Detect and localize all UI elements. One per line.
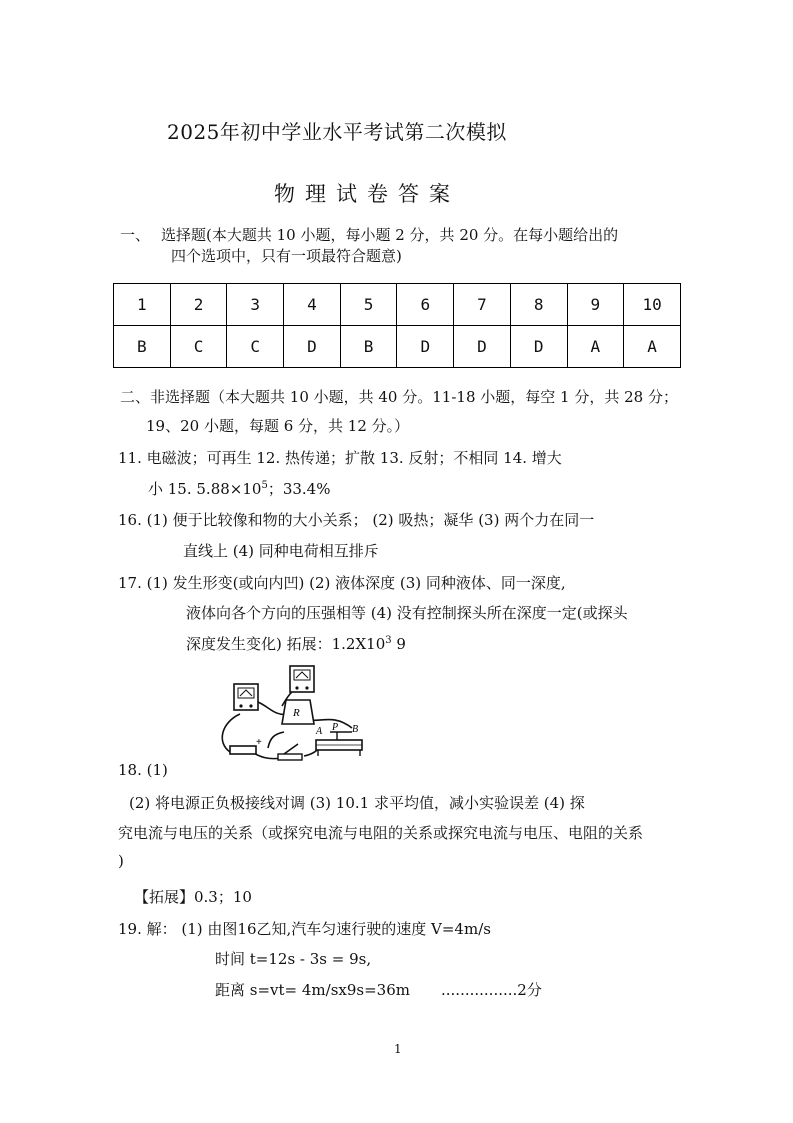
answer-17-line3 — [186, 633, 406, 654]
page-title: 2025年初中学业水平考试第二次模拟 — [167, 120, 507, 144]
answer-17-text-end: 9 — [391, 635, 406, 653]
battery-icon — [230, 737, 262, 754]
table-cell-answer: C — [227, 326, 284, 368]
table-cell-answer: A — [567, 326, 624, 368]
section2-heading-line1: 二、非选择题（本大题共 10 小题，共 40 分。11-18 小题，每空 1 分，共 28 分； — [120, 388, 678, 406]
table-cell-answer: D — [284, 326, 341, 368]
answers-11-14: 11. 电磁波；可再生 12. 热传递；扩散 13. 反射；不相同 14. 增大 — [118, 449, 562, 467]
section1-label: 一、 — [120, 226, 151, 244]
ammeter-icon — [290, 666, 314, 692]
rheostat-label-p: P — [332, 722, 339, 733]
answers-14-15 — [148, 478, 330, 499]
table-cell-answer: D — [454, 326, 511, 368]
switch-icon — [278, 744, 302, 760]
table-cell-answer: C — [170, 326, 227, 368]
answer-17-exponent: 3 — [385, 635, 392, 646]
answer-15-exponent: 5 — [261, 480, 268, 491]
section1-heading-line2: 四个选项中，只有一项最符合题意) — [171, 247, 402, 265]
section2-heading-line2: 19、20 小题，每题 6 分，共 12 分。） — [146, 417, 410, 435]
answer-17-line2: 液体向各个方向的压强相等 (4) 没有控制探头所在深度一定(或探头 — [186, 604, 628, 622]
circuit-diagram — [212, 662, 382, 774]
table-cell-number: 1 — [114, 284, 171, 326]
multiple-choice-answer-table — [113, 283, 681, 368]
table-cell-number: 6 — [397, 284, 454, 326]
resistor-label: R — [293, 707, 300, 719]
rheostat-label-a: A — [316, 726, 323, 737]
table-cell-answer: B — [114, 326, 171, 368]
rheostat-label-b: B — [352, 724, 359, 735]
section1-heading-line1: 选择题(本大题共 10 小题，每小题 2 分，共 20 分。在每小题给出的 — [161, 226, 619, 244]
table-cell-answer: B — [340, 326, 397, 368]
battery-plus-label: + — [256, 737, 262, 748]
voltmeter-icon — [234, 684, 258, 710]
answer-19-line2: 时间 t=12s - 3s = 9s, — [215, 950, 372, 968]
table-cell-number: 5 — [340, 284, 397, 326]
answer-18-line3: ) — [118, 852, 124, 870]
answer-19-line1: 19. 解： (1) 由图16乙知,汽车匀速行驶的速度 V=4m/s — [118, 920, 491, 938]
answer-table-answer-row — [114, 326, 681, 368]
table-cell-number: 7 — [454, 284, 511, 326]
table-cell-number: 4 — [284, 284, 341, 326]
table-cell-number: 3 — [227, 284, 284, 326]
answer-19-score: ................2分 — [441, 981, 542, 999]
table-cell-number: 9 — [567, 284, 624, 326]
page-number: 1 — [394, 1042, 402, 1056]
answer-18-line1: (2) 将电源正负极接线对调 (3) 10.1 求平均值，减小实验误差 (4) 探 — [129, 794, 585, 812]
rheostat-icon — [315, 722, 362, 756]
table-cell-number: 2 — [170, 284, 227, 326]
answer-15-text-end: ；33.4% — [267, 480, 331, 498]
answer-17-text: 深度发生变化) 拓展：1.2X10 — [186, 635, 386, 653]
answer-19-line3: 距离 s=vt= 4m/sx9s=36m — [215, 981, 410, 999]
answer-17-line1: 17. (1) 发生形变(或向内凹) (2) 液体深度 (3) 同种液体、同一深度, — [118, 574, 566, 592]
table-cell-answer: A — [624, 326, 681, 368]
page-subtitle: 物理试卷答案 — [274, 182, 460, 206]
answer-16-line2: 直线上 (4) 同种电荷相互排斥 — [183, 542, 379, 560]
resistor-icon — [282, 700, 314, 724]
answer-table-number-row — [114, 284, 681, 326]
answer-18-label: 18. (1) — [118, 761, 168, 779]
table-cell-number: 8 — [510, 284, 567, 326]
table-cell-answer: D — [510, 326, 567, 368]
answer-15-text: 小 15. 5.88×10 — [148, 480, 262, 498]
answer-18-line2: 究电流与电压的关系（或探究电流与电阻的关系或探究电流与电压、电阻的关系 — [118, 824, 644, 842]
table-cell-number: 10 — [624, 284, 681, 326]
table-cell-answer: D — [397, 326, 454, 368]
answer-18-extension: 【拓展】0.3；10 — [134, 888, 252, 906]
answer-16-line1: 16. (1) 便于比较像和物的大小关系； (2) 吸热；凝华 (3) 两个力在同一 — [118, 511, 595, 529]
